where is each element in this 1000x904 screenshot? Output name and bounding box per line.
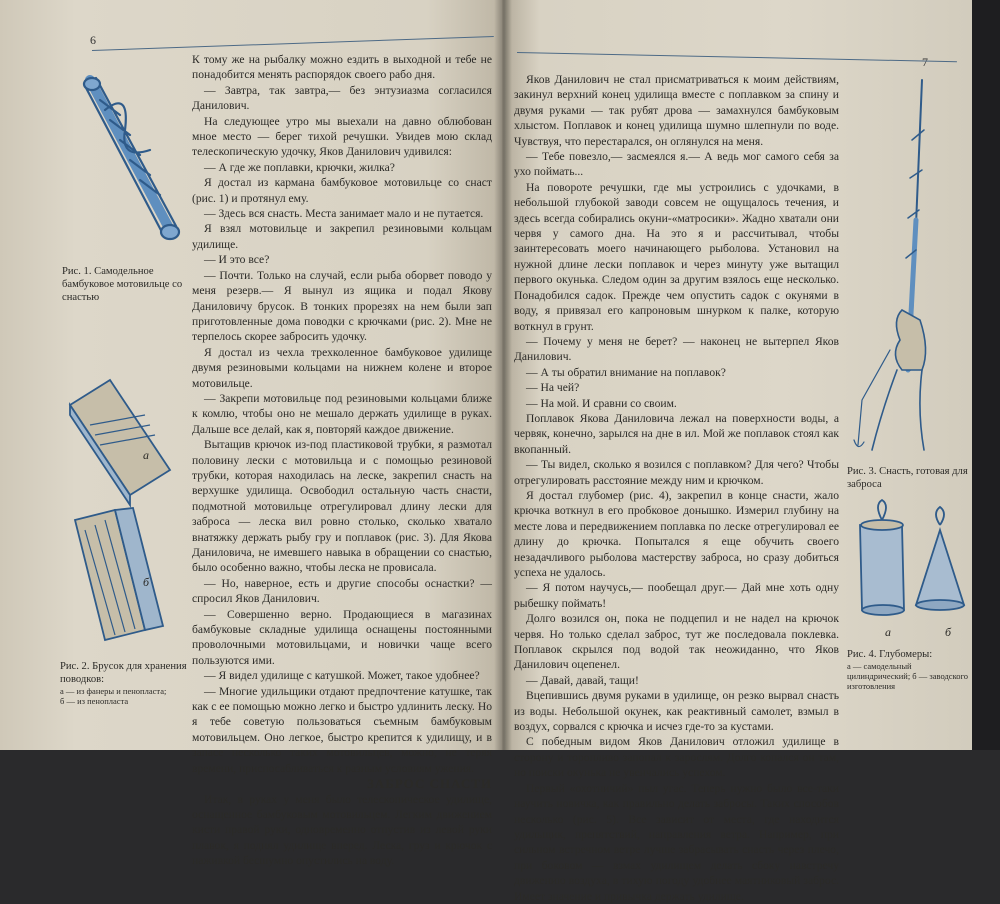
paragraph: — Закрепи мотовильце под резиновыми кольцами ближе к комлю, чтобы оно не мешало держать удилище в руках. Дальше все делай, как я, повторяй каждое движение. bbox=[192, 391, 492, 436]
paragraph: Я достал глубомер (рис. 4), закрепил в конце снасти, жало крючка воткнул в его пробковое донышко. Измерил глубину на месте лова и передвижением поплавка по леске отрегулировал ее длину до крючка. Попытался я еще обучить своего незадачливого рыболова мастерству заброса, но сразу добиться успеха не удалось. bbox=[514, 488, 839, 579]
figure2-label-a: а bbox=[143, 448, 149, 462]
figure2-legend-a: а — из фанеры и пенопласта; bbox=[60, 686, 167, 696]
figure4-caption-title: Рис. 4. Глубомеры: bbox=[847, 649, 933, 660]
paragraph: — Давай, давай, тащи! bbox=[526, 673, 639, 687]
paragraph: — Почти. Только на случай, если рыба оборвет поводо у меня резерв.— Я вынул из ящика и подал Якову Даниловичу брусок. В тонких прорезях на нем были зап приготовленные дома поводки с крючками (рис. 2). Мне не терпелось скорее забросить удочку. bbox=[192, 268, 492, 344]
figure2-blocks-illustration bbox=[55, 370, 185, 650]
left-text-column bbox=[192, 52, 492, 869]
paragraph: — Многие удильщики отдают предпочтение катушке, так как с ее помощью можно легко и быстро удлинить леску. Но я тебе советую пользоваться съемным бамбуковым мотовильцем. Оно легкое, быстро крепится к удилищу, и в запасе несколько таких мотовильцев, можно, не теряя времени, приспосабливаться к разным условиям ужения. bbox=[192, 684, 492, 775]
paragraph: — Тебе повезло,— засмеялся я.— А ведь мог самого себя за ухо поймать... bbox=[514, 150, 839, 179]
paragraph: Я взял мотовильце и закрепил резиновыми кольцам удилище. bbox=[192, 222, 492, 251]
paragraph: Долго возился он, пока не подцепил и не надел на крючок червя. Но только сделал заброс, тут же последовала поклевка. Поплавок скрылся под водой так неожиданно, что Яков Данилович оцепенел. bbox=[514, 612, 839, 672]
figure4-depth-sounders-illustration bbox=[852, 495, 970, 630]
paragraph: — На чей? bbox=[526, 381, 580, 395]
right-text-column bbox=[514, 72, 839, 904]
paragraph: На повороте речушки, где мы устроились с удочками, в небольшой глубокой заводи совсем не ощущалось течения, и здесь всегда собирались окуни-«матросики». Жадно хватали они червя у самого дна. На это я и рассчитывал, чтобы заинтересовать моего начинающего рыболова. Установил на нужной длине лески поплавок и через минуту уже вытащил первого окунька. Следом один за другим взялось еще несколько. Понадобился садок. Прежде чем опустить садок с окунями в воду, я привязал его капроновым шнурком к палке, которую воткнул в грунт. bbox=[514, 180, 839, 333]
paragraph: — Ты видел, сколько я возился с поплавком? Для чего? Чтобы отрегулировать расстояние между ним и крючком. bbox=[514, 458, 839, 487]
paragraph: — Здесь вся снасть. Места занимает мало и не путается. bbox=[204, 207, 484, 221]
paragraph: Вытащив крючок из-под пластиковой трубки, я размотал половину лески с мотовильца и с помощью резиновой трубки, которая находилась на леске, закрепил снасть на верхушке удилища. Освободил остальную часть снасти, подмотной мотовильце отрегулировал длину лески для заброса — леска вил ровно столько, сколько хватало внатяжку держать рыбу гру и поплавок (рис. 3). Для Якова Даниловича, не имевшего навыка в обращении со снастью, было особенно важно, чтобы леска не провисала. bbox=[192, 438, 492, 575]
section-heading: ЗАБРОС СНАСТИ bbox=[366, 776, 492, 792]
paragraph: Вцепившись двумя руками в удилище, он резко вырвал снасть из воды. Небольшой окунек, как реактивный самолет, взмыл в воздух, сорвался с крючка и исчез где-то за кустами. bbox=[514, 689, 839, 734]
paragraph: — Но, наверное, есть и другие способы оснастки? — спросил Яков Данилович. bbox=[192, 576, 492, 606]
paragraph: — Почему у меня не берет? — наконец не вытерпел Яков Данилович. bbox=[514, 334, 839, 364]
figure2-label-b: б bbox=[143, 575, 150, 589]
paragraph: Итак, в руках у меня было телескопическое удилище, оснащенное бамбуковым мотовильцем. Легким движением кисти правой руки, одновременно отпустив из левой руки плавок, я поднял удилище вперед. Леска, груз и крючок с наживкой бесшумно опустились на воду. bbox=[192, 792, 492, 868]
paragraph: К тому же на рыбалку можно ездить в выходной и тебе не понадобится менять распорядок своего рабо дня. bbox=[192, 53, 492, 82]
paragraph: — Завтра, так завтра,— без энтузиазма согласился Данилович. bbox=[192, 83, 492, 113]
paragraph: — А ты обратил внимание на поплавок? bbox=[526, 365, 726, 379]
figure4-label-b: б bbox=[945, 625, 952, 639]
right-page bbox=[502, 0, 972, 903]
paragraph: — И это все? bbox=[204, 253, 270, 267]
figure1-caption: Рис. 1. Самодельное бамбуковое мотовильце со снастью bbox=[62, 266, 183, 303]
paragraph: Первый «охотничий» пыл угас. Теперь нужно было все-таки научить новичка, как правильно делать забросы. Таких способов несколько (рис. 5). Все зависит от места, где находится удильщик, препятствий, направления ветра. Например, при сильном встречном ветре лучше забрасывать снасть через плечо, при боковом — взмах удилищем делать сбоку навстречу движению воздуха, в тихую погоду удобнее маятниковый заброс. Имеет значение и привычка держать удилище. bbox=[514, 781, 839, 903]
paragraph: На следующее утро мы выехали на давно облюбован мное место — берег тихой речушки. Увидев мою склад телескопическую удочку, Яков Данилович удивился: bbox=[192, 114, 492, 159]
paragraph: — А где же поплавки, крючки, жилка? bbox=[204, 160, 395, 174]
left-page bbox=[0, 0, 502, 868]
paragraph: Яков Данилович не стал присматриваться к моим действиям, закинул верхний конец удилища вместе с поплавком за спину и двумя руками — так рубят дрова — замахнулся бамбуковым хлыстом. Поплавок и конец удилища шумно шлепнули по воде. Чувствуя, что перестарался, он оглянулся на меня. bbox=[514, 73, 839, 148]
paragraph: Поплавок Якова Даниловича лежал на поверхности воды, а червяк, конечно, зарылся на дне в ил. Мой же поплавок стоял как вкопанный. bbox=[514, 411, 839, 456]
paragraph: — Я потом научусь,— пообещал друг.— Дай мне хоть одну рыбешку поймать! bbox=[514, 581, 839, 610]
page-number-left: 6 bbox=[90, 33, 96, 47]
header-rule-right bbox=[517, 52, 957, 62]
figure4-caption bbox=[847, 648, 969, 691]
figure4-label-a: а bbox=[885, 625, 891, 639]
figure1-reel-illustration bbox=[70, 70, 200, 250]
figure3-caption: Рис. 3. Снасть, готовая для заброса bbox=[847, 466, 968, 490]
figure2-caption-title: Рис. 2. Брусок для хранения поводков: bbox=[60, 661, 187, 685]
page-number-right: 7 bbox=[922, 55, 928, 69]
paragraph: — Совершенно верно. Продающиеся в магазинах бамбуковые складные удилища оснащены постоянными проволочными мотовильцами, и новички чаще всего пользуются ими. bbox=[192, 607, 492, 667]
paragraph: — Я видел удилище с катушкой. Может, такое удобнее? bbox=[204, 669, 480, 683]
paragraph: Я достал из кармана бамбуковое мотовильце со снаст (рис. 1) и протянул ему. bbox=[192, 176, 492, 205]
paragraph: Я достал из чехла трехколенное бамбуковое удилище двумя резиновыми кольцами на нижнем колене и второе мотовильце. bbox=[192, 345, 492, 390]
figure2-legend-b: б — из пенопласта bbox=[60, 696, 129, 706]
paragraph: — На мой. И сравни со своим. bbox=[526, 396, 677, 410]
background-edge bbox=[972, 0, 1000, 750]
header-rule-left bbox=[92, 36, 494, 51]
book-gutter bbox=[494, 0, 512, 750]
figure2-caption bbox=[60, 660, 188, 706]
paragraph: С победным видом Яков Данилович отложил удилище в сторону и торопливо запопал к зарослям. Долго копался он там, но поиски окунька не увенчались успехом. bbox=[514, 735, 839, 780]
figure3-rod-illustration bbox=[842, 70, 962, 460]
figure4-legend: а — самодельный цилиндрический; б — заводского изготовления bbox=[847, 661, 969, 691]
